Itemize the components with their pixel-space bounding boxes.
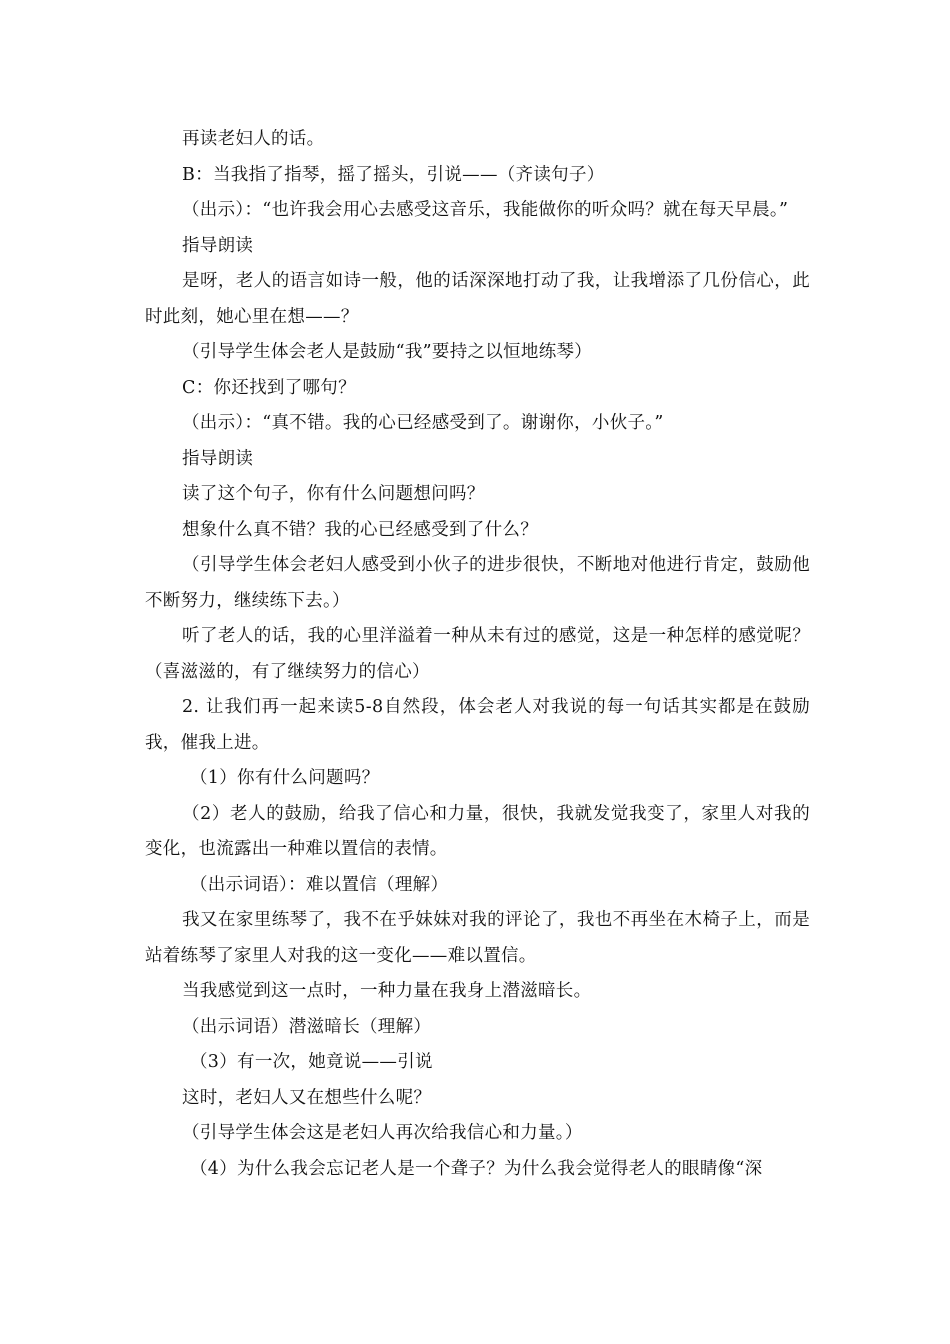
- paragraph: C：你还找到了哪句？: [182, 377, 356, 398]
- paragraph: 指导朗读: [182, 448, 254, 469]
- paragraph: 再读老妇人的话。: [182, 129, 325, 149]
- paragraph: （3）有一次，她竟说——引说: [190, 1052, 433, 1072]
- paragraph: 这时，老妇人又在想些什么呢？: [182, 1087, 432, 1108]
- paragraph: 读了这个句子，你有什么问题想问吗？: [182, 484, 485, 504]
- paragraph: B：当我指了指琴，摇了摇头，引说——（齐读句子）: [182, 164, 605, 185]
- paragraph: （出示词语）潜滋暗长（理解）: [182, 1016, 432, 1037]
- paragraph: 听了老人的话，我的心里洋溢着一种从未有过的感觉，这是一种怎样的感觉呢？（喜滋滋的，有了继续努力的信心）: [145, 626, 810, 682]
- paragraph: （出示词语）：难以置信（理解）: [190, 874, 449, 895]
- paragraph: 是呀，老人的语言如诗一般，他的话深深地打动了我，让我增添了几份信心，此时此刻，她心里在想——？: [145, 271, 810, 327]
- paragraph: （出示）：“真不错。我的心已经感受到了。谢谢你，小伙子。”: [182, 413, 664, 433]
- paragraph: （1）你有什么问题吗？: [190, 768, 380, 788]
- paragraph: 当我感觉到这一点时，一种力量在我身上潜滋暗长。: [182, 981, 592, 1001]
- paragraph: 想象什么真不错？我的心已经感受到了什么？: [182, 519, 538, 540]
- paragraph: 指导朗读: [182, 235, 254, 256]
- paragraph: （引导学生体会老人是鼓励“我”要持之以恒地练琴）: [182, 342, 593, 362]
- paragraph: （4）为什么我会忘记老人是一个聋子？为什么我会觉得老人的眼睛像“深: [190, 1158, 763, 1179]
- paragraph: 2. 让我们再一起来读5-8自然段，体会老人对我说的每一句话其实都是在鼓励我，催我上进。: [145, 697, 810, 753]
- paragraph: 我又在家里练琴了，我不在乎妹妹对我的评论了，我也不再坐在木椅子上，而是站着练琴了家里人对我的这一变化——难以置信。: [145, 910, 810, 966]
- paragraph: （引导学生体会这是老妇人再次给我信心和力量。）: [182, 1123, 583, 1143]
- paragraph: （2）老人的鼓励，给我了信心和力量，很快，我就发觉我变了，家里人对我的变化，也流露出一种难以置信的表情。: [145, 803, 810, 859]
- document-body: [145, 122, 810, 1187]
- paragraph: （出示）：“也许我会用心去感受这音乐，我能做你的听众吗？就在每天早晨。”: [182, 200, 789, 220]
- paragraph: （引导学生体会老妇人感受到小伙子的进步很快，不断地对他进行肯定，鼓励他不断努力，继续练下去。）: [145, 555, 810, 611]
